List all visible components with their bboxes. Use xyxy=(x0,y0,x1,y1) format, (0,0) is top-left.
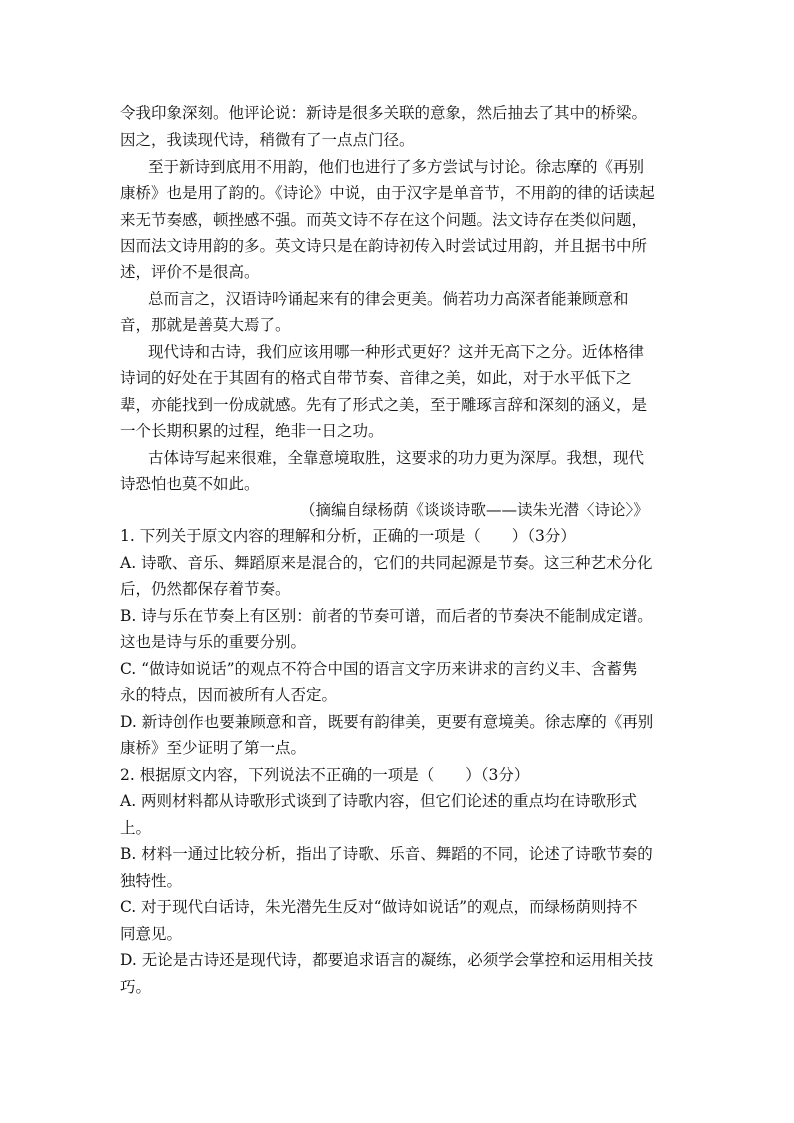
text-line-3: 至于新诗到底用不用韵，他们也进行了多方尝试与讨论。徐志摩的《再别 xyxy=(148,158,645,176)
text-line-13: 一个长期积累的过程，绝非一日之功。 xyxy=(120,422,384,440)
text-line-15: 诗恐怕也莫不如此。 xyxy=(120,475,260,493)
q2-option-c-line-2: 同意见。 xyxy=(120,925,183,943)
text-line-12: 辈，亦能找到一份成就感。先有了形式之美，至于雕琢言辞和深刻的涵义，是 xyxy=(120,396,648,414)
q2-option-c-line-1: C. 对于现代白话诗，朱光潜先生反对“做诗如说话”的观点，而绿杨荫则持不 xyxy=(120,898,638,916)
text-line-9: 音，那就是善莫大焉了。 xyxy=(120,316,291,334)
q1-option-a-line-2: 后，仍然都保存着节奏。 xyxy=(120,580,291,598)
text-line-10: 现代诗和古诗，我们应该用哪一种形式更好？这并无高下之分。近体格律 xyxy=(148,343,645,361)
text-line-2: 因之，我读现代诗，稍微有了一点点门径。 xyxy=(120,131,415,149)
q1-option-d-line-2: 康桥》至少证明了第一点。 xyxy=(120,739,307,757)
text-line-4: 康桥》也是用了韵的。《诗论》中说，由于汉字是单音节，不用韵的律的话读起 xyxy=(120,184,655,202)
q1-option-b-line-2: 这也是诗与乐的重要分别。 xyxy=(120,633,307,651)
text-line-7: 述，评价不是很高。 xyxy=(120,263,260,281)
q2-option-a-line-2: 上。 xyxy=(120,819,152,837)
text-line-1: 令我印象深刻。他评论说：新诗是很多关联的意象，然后抽去了其中的桥梁。 xyxy=(120,104,648,122)
question-1-stem: 1. 下列关于原文内容的理解和分析，正确的一项是（ ）（3分） xyxy=(120,527,576,545)
q2-option-b-line-2: 独特性。 xyxy=(120,872,183,890)
text-line-11: 诗词的好处在于其固有的格式自带节奏、音律之美，如此，对于水平低下之 xyxy=(120,369,632,387)
question-2-stem: 2. 根据原文内容，下列说法不正确的一项是（ ）（3分） xyxy=(120,766,530,784)
q2-option-b-line-1: B. 材料一通过比较分析，指出了诗歌、乐音、舞蹈的不同，论述了诗歌节奏的 xyxy=(120,845,653,863)
q2-option-a-line-1: A. 两则材料都从诗歌形式谈到了诗歌内容，但它们论述的重点均在诗歌形式 xyxy=(120,792,638,810)
q2-option-d-line-1: D. 无论是古诗还是现代诗，都要追求语言的凝练，必须学会掌控和运用相关技 xyxy=(120,951,654,969)
text-line-6: 因而法文诗用韵的多。英文诗只是在韵诗初传入时尝试过用韵，并且据书中所 xyxy=(120,237,648,255)
text-line-14: 古体诗写起来很难，全靠意境取胜，这要求的功力更为深厚。我想，现代 xyxy=(148,449,645,467)
q1-option-c-line-2: 永的特点，因而被所有人否定。 xyxy=(120,686,338,704)
text-line-5: 来无节奏感，顿挫感不强。而英文诗不存在这个问题。法文诗存在类似问题， xyxy=(120,211,648,229)
text-line-8: 总而言之，汉语诗吟诵起来有的律会更美。倘若功力高深者能兼顾意和 xyxy=(148,290,629,308)
q1-option-c-line-1: C. “做诗如说话”的观点不符合中国的语言文字历来讲求的言约义丰、含蓄隽 xyxy=(120,660,638,678)
source-citation: （摘编自绿杨荫《谈谈诗歌——读朱光潜〈诗论〉》 xyxy=(300,501,649,519)
q2-option-d-line-2: 巧。 xyxy=(120,978,152,996)
q1-option-b-line-1: B. 诗与乐在节奏上有区别：前者的节奏可谱，而后者的节奏决不能制成定谱。 xyxy=(120,607,653,625)
q1-option-a-line-1: A. 诗歌、音乐、舞蹈原来是混合的，它们的共同起源是节奏。这三种艺术分化 xyxy=(120,554,653,572)
q1-option-d-line-1: D. 新诗创作也要兼顾意和音，既要有韵律美，更要有意境美。徐志摩的《再别 xyxy=(120,713,654,731)
